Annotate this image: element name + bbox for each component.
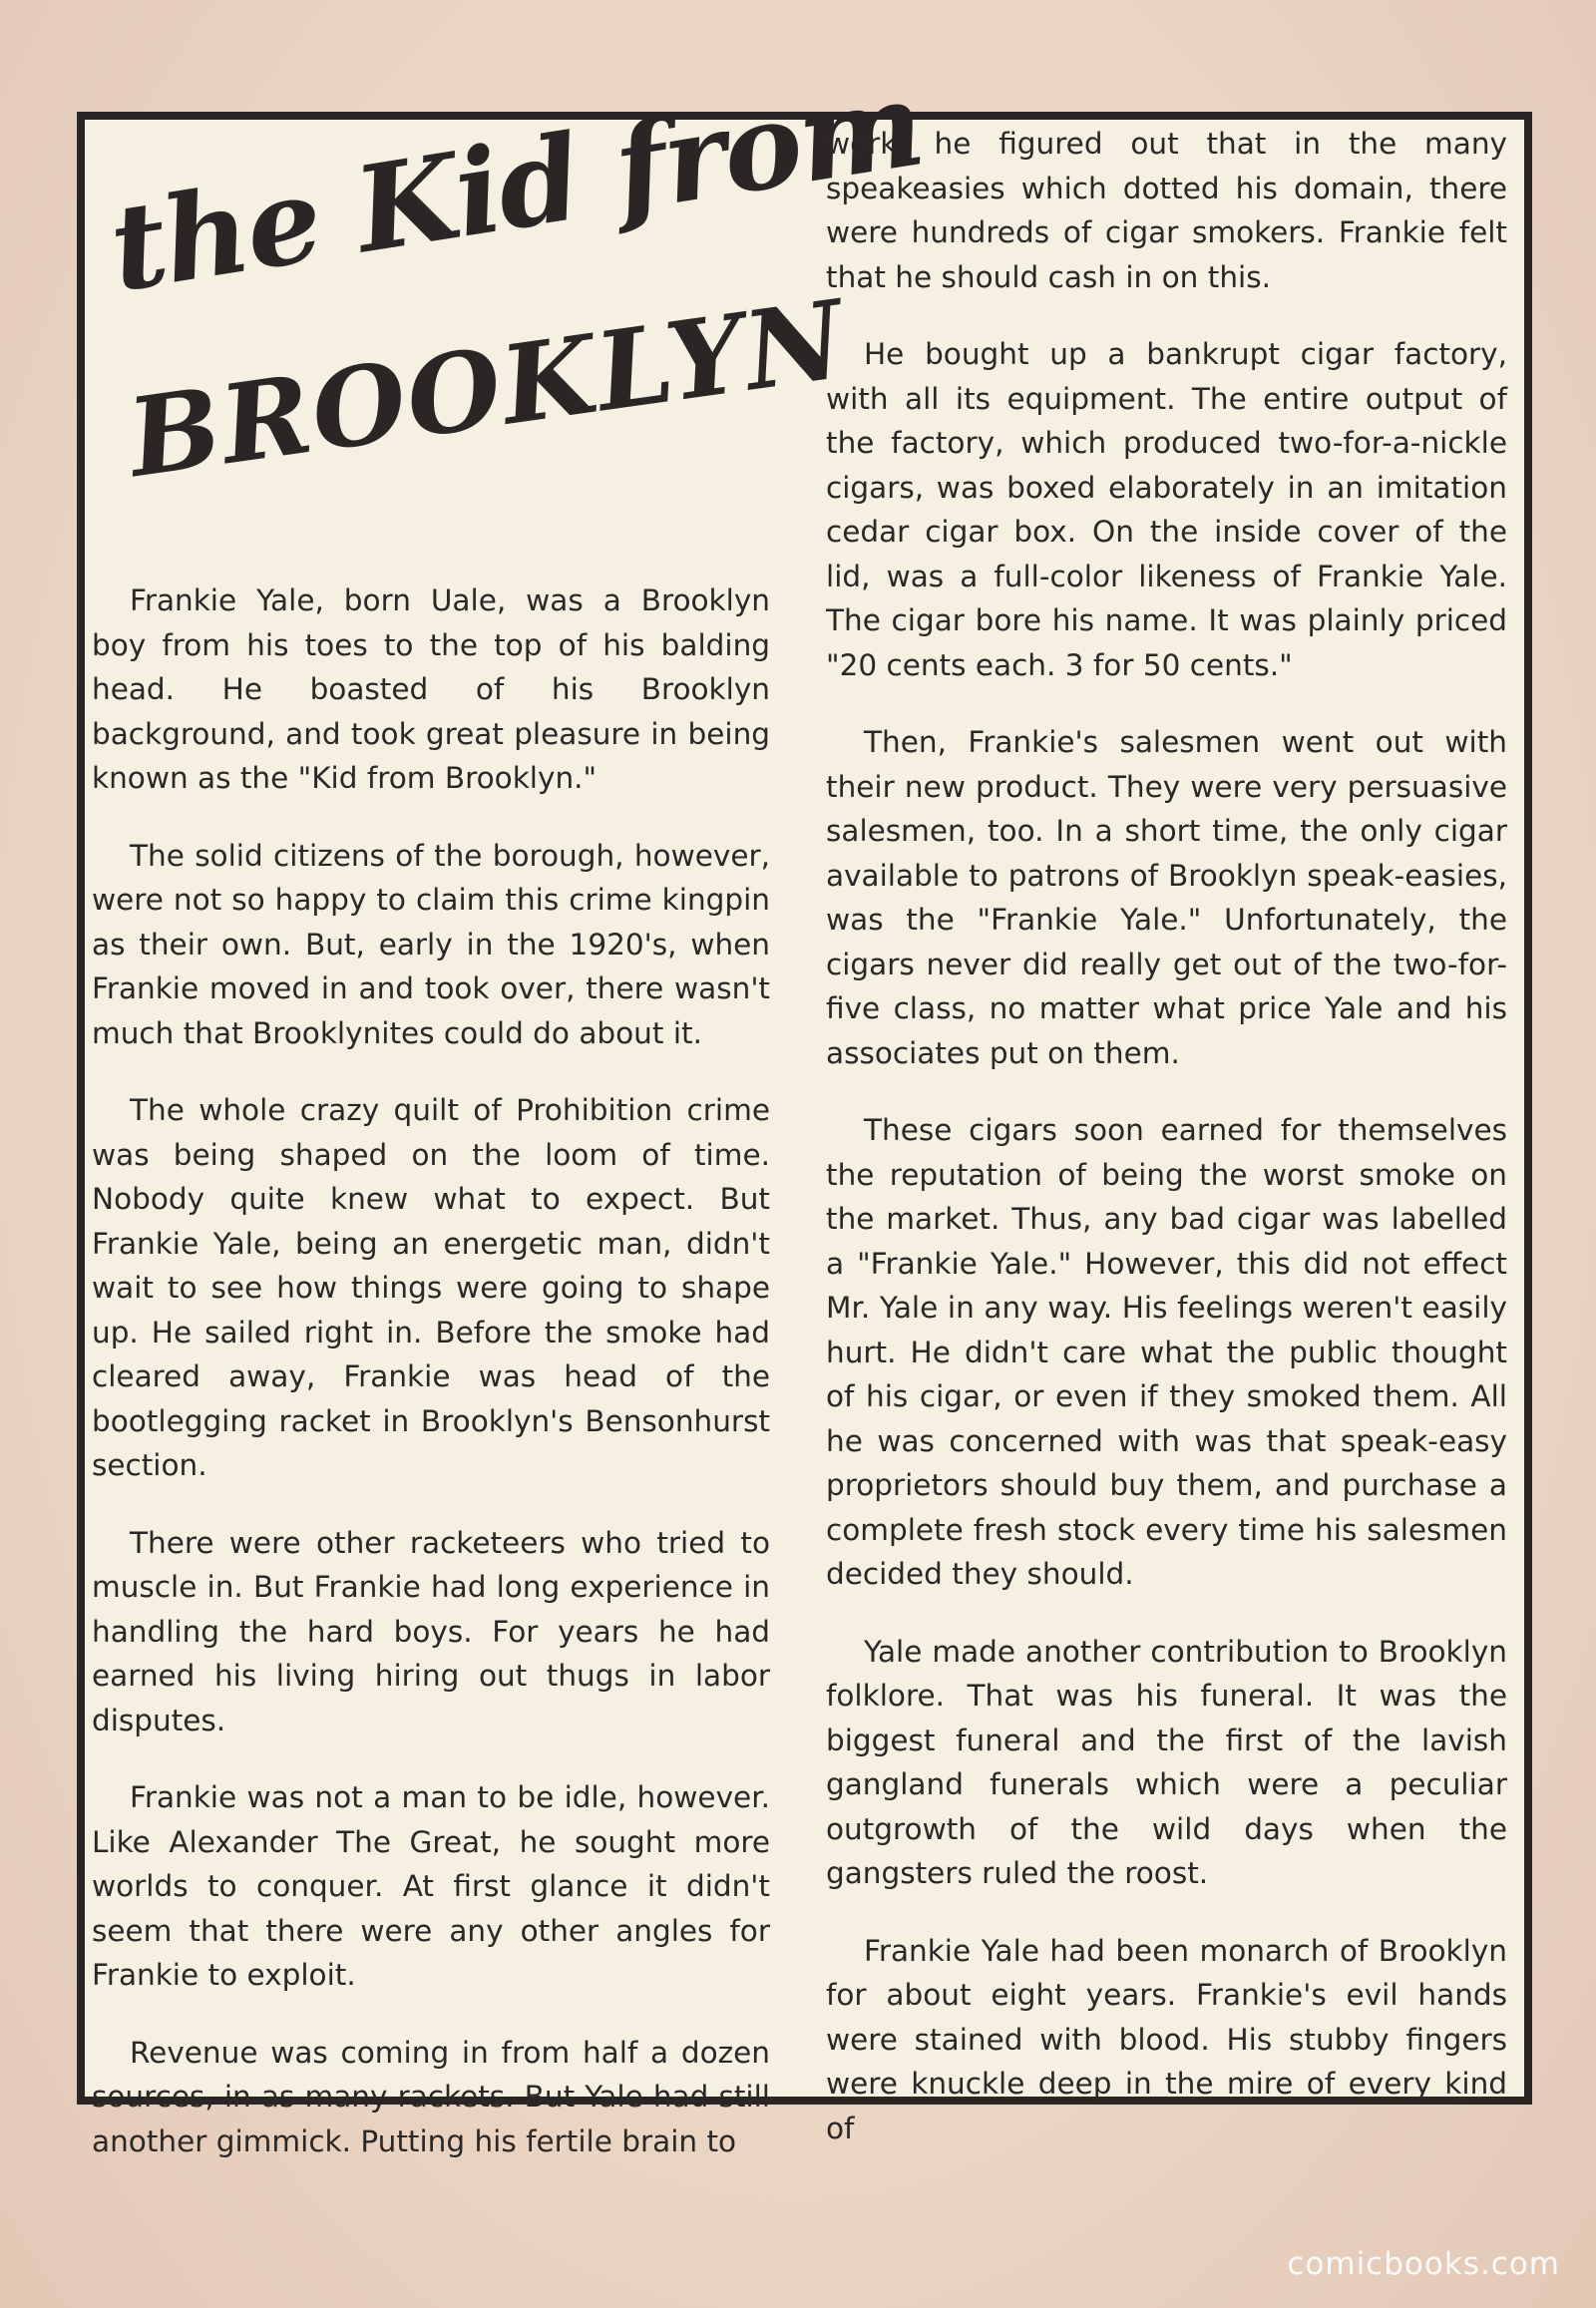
paragraph: Then, Frankie's salesmen went out with their new product. They were very persuasive salesmen, too. In a short time, the only cigar available to patrons of Brooklyn speak-easies, was the "Frankie Yale." Unfortunately, the cigars never did really get out of the two-for-five class, no matter what price Yale and his associates put on them. xyxy=(826,725,1507,1070)
paragraph: He bought up a bankrupt cigar factory, with all its equipment. The entire output of the factory, which produced two-for-a-nickle cigars, was boxed elaborately in an imitation cedar cigar box. On the inside cover of the lid, was a full-color likeness of Frankie Yale. The cigar bore his name. It was plainly priced "20 cents each. 3 for 50 cents." xyxy=(826,337,1507,682)
title-line-2: BROOKLYN xyxy=(121,276,854,503)
right-column xyxy=(826,122,1507,2183)
paragraph: The whole crazy quilt of Prohibition crime was being shaped on the loom of time. Nobody quite knew what to expect. But Frankie Yale, being an energetic man, didn't wait to see how things were going to shape up. He sailed right in. Before the smoke had cleared away, Frankie was head of the bootlegging racket in Brooklyn's Bensonhurst section. xyxy=(92,1093,770,1482)
article-title xyxy=(101,53,932,549)
paragraph: Yale made another contribution to Brooklyn folklore. That was his funeral. It was the biggest funeral and the first of the lavish gangland funerals which were a peculiar outgrowth of the wild days when the gangsters ruled the roost. xyxy=(826,1634,1507,1890)
paragraph: Frankie Yale had been monarch of Brooklyn for about eight years. Frankie's evil hands were stained with blood. His stubby fingers were knuckle deep in the mire of every kind of xyxy=(826,1933,1507,2145)
paragraph: There were other racketeers who tried to muscle in. But Frankie had long experience in handling the hard boys. For years he had earned his living hiring out thugs in labor disputes. xyxy=(92,1525,770,1737)
paragraph: Frankie was not a man to be idle, however. Like Alexander The Great, he sought more worlds to conquer. At first glance it didn't seem that there were any other angles for Frankie to exploit. xyxy=(92,1780,770,1992)
paragraph: Revenue was coming in from half a dozen sources, in as many rackets. But Yale had still another gimmick. Putting his fertile brain to xyxy=(92,2035,770,2158)
paragraph-continued: work, he figured out that in the many speakeasies which dotted his domain, there were hundreds of cigar smokers. Frankie felt that he should cash in on this. xyxy=(826,127,1507,294)
left-column xyxy=(92,578,770,2196)
paragraph: These cigars soon earned for themselves the reputation of being the worst smoke on the market. Thus, any bad cigar was labelled a "Frankie Yale." However, this did not effect Mr. Yale in any way. His feelings weren't easily hurt. He didn't care what the public thought of his cigar, or even if they smoked them. All he was concerned with was that speak-easy proprietors should buy them, and purchase a complete fresh stock every time his salesmen decided they should. xyxy=(826,1113,1507,1591)
title-line-1: the Kid from xyxy=(101,53,932,319)
paragraph: Frankie Yale, born Uale, was a Brooklyn boy from his toes to the top of his balding head. He boasted of his Brooklyn background, and took great pleasure in being known as the "Kid from Brooklyn." xyxy=(92,583,770,795)
paragraph: The solid citizens of the borough, however, were not so happy to claim this crime kingpin as their own. But, early in the 1920's, when Frankie moved in and took over, there wasn't much that Brooklynites could do about it. xyxy=(92,838,770,1050)
watermark: comicbooks.com xyxy=(1287,2246,1560,2282)
